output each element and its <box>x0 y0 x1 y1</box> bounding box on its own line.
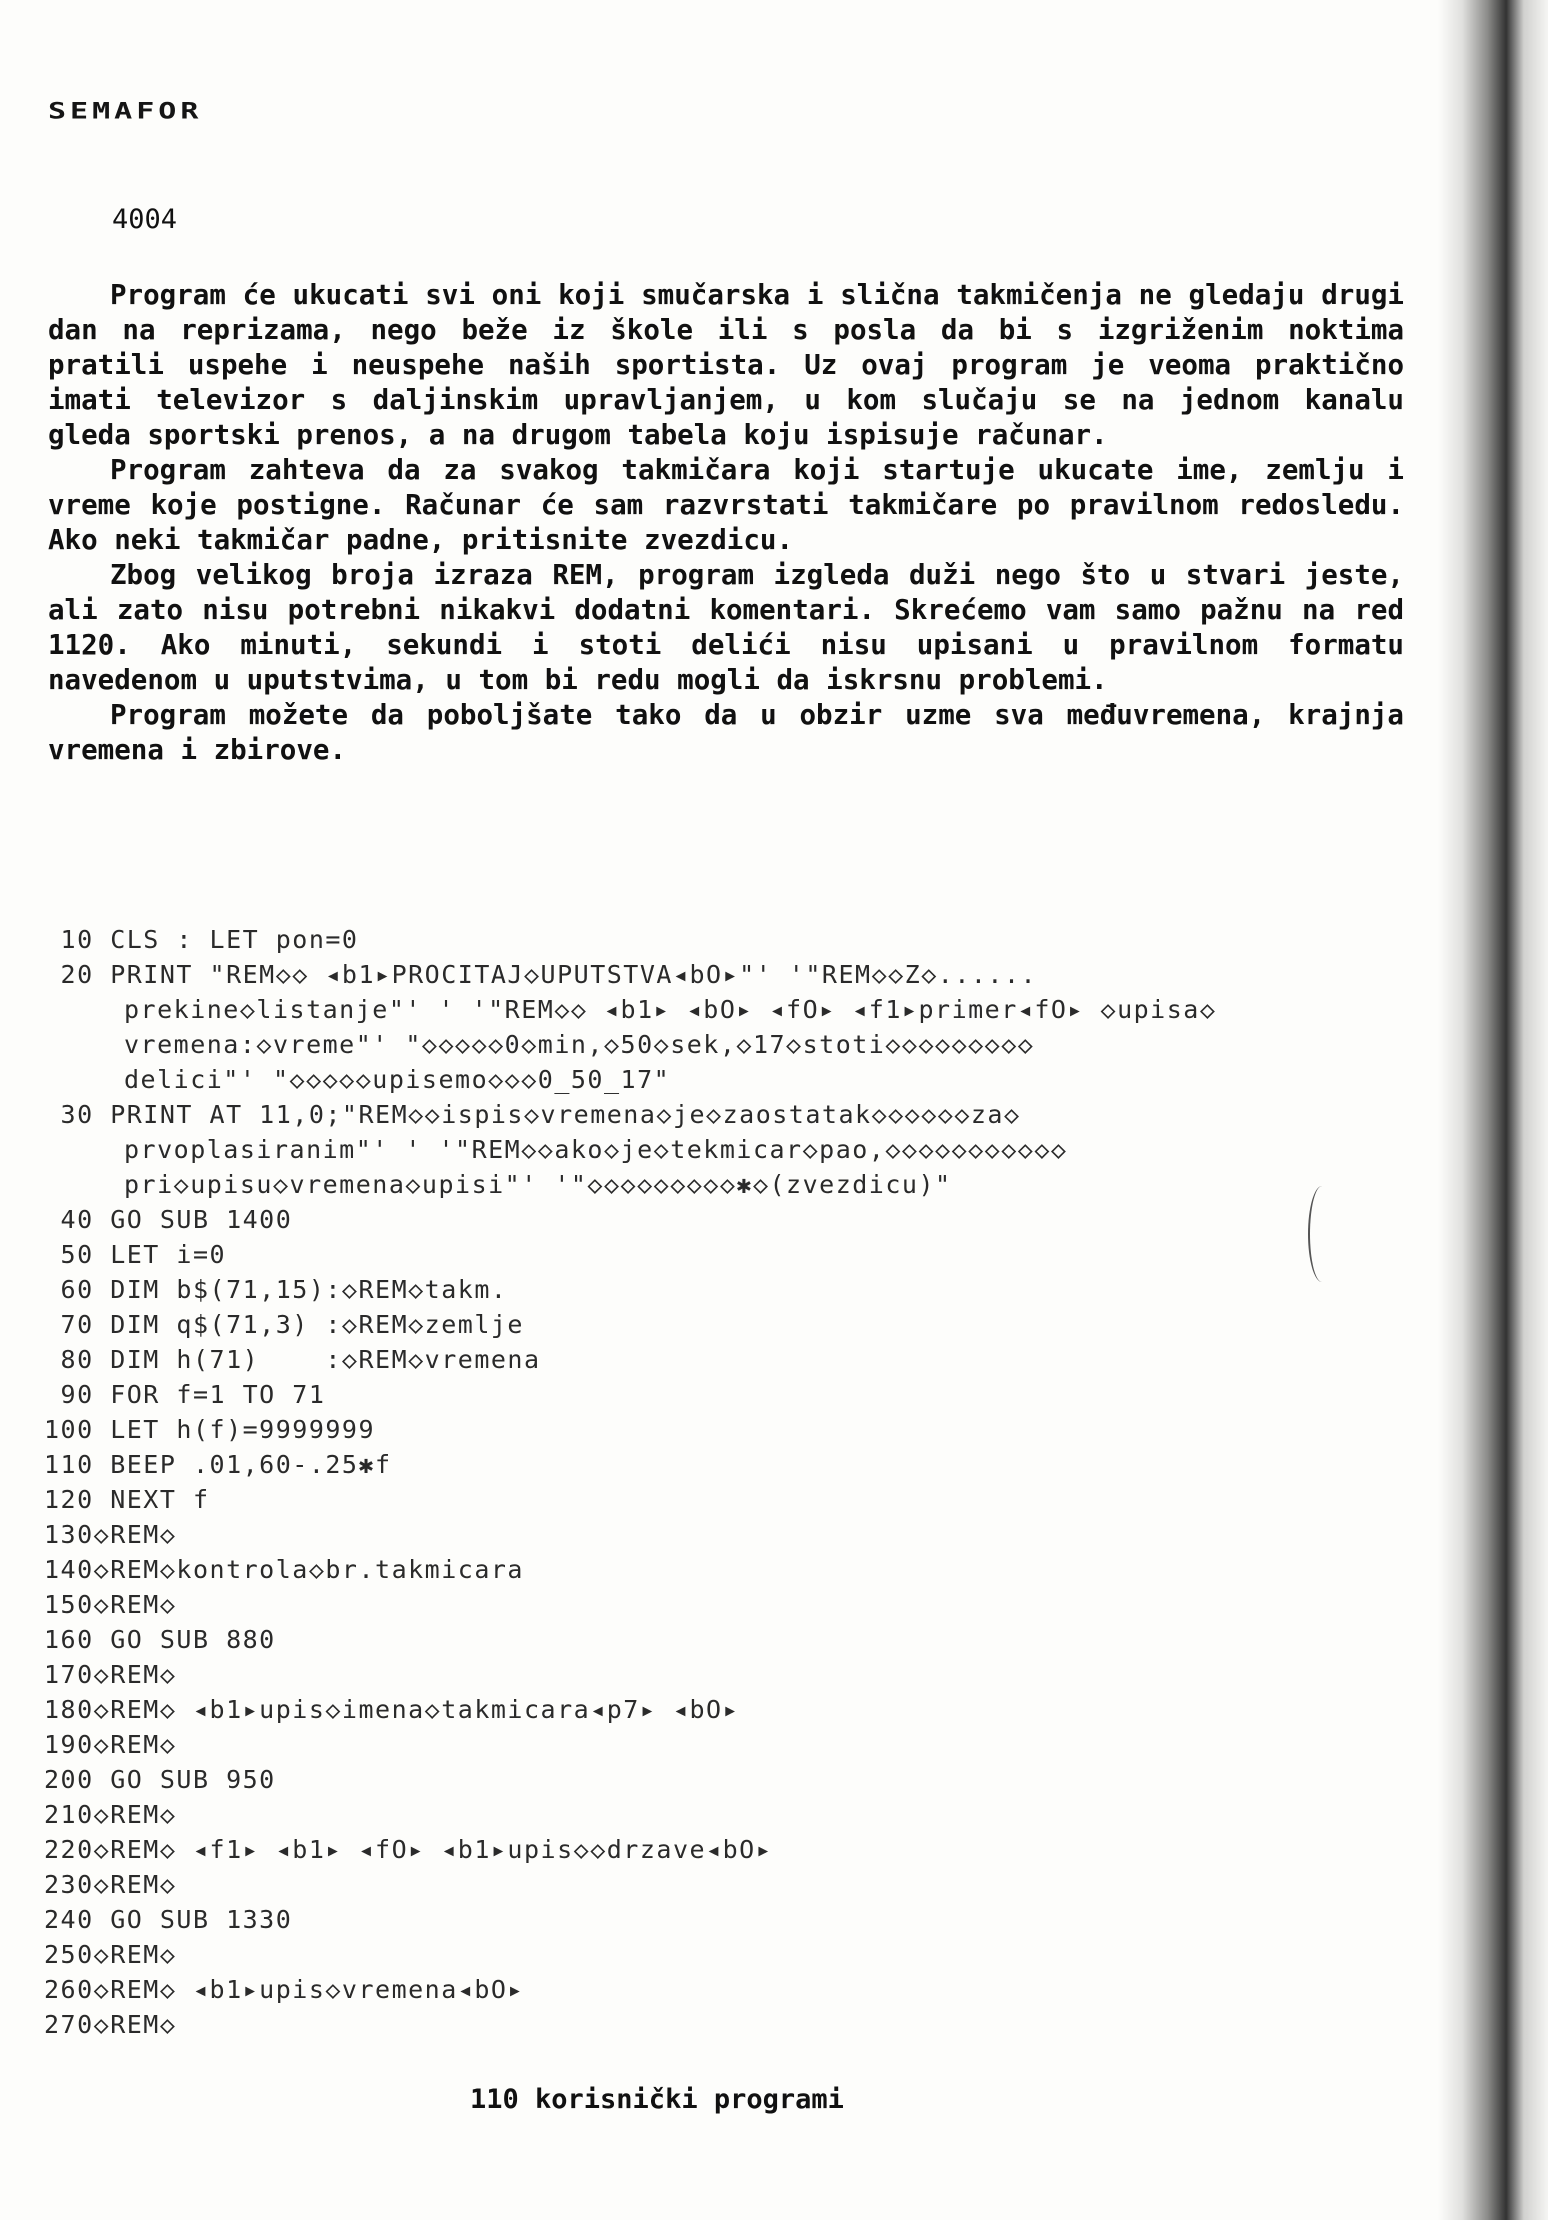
listing-line: 80 DIM h(71) :◇REM◇vremena <box>44 1345 541 1374</box>
listing-line: pri◇upisu◇vremena◇upisi"' '"◇◇◇◇◇◇◇◇◇✱◇(zvezdicu)" <box>124 1170 952 1199</box>
listing-line: vremena:◇vreme"' "◇◇◇◇◇0◇min,◇50◇sek,◇17◇stoti◇◇◇◇◇◇◇◇◇ <box>124 1030 1035 1059</box>
listing-line: prvoplasiranim"' ' '"REM◇◇ako◇je◇tekmicar◇pao,◇◇◇◇◇◇◇◇◇◇◇ <box>124 1135 1068 1164</box>
listing-line: 200 GO SUB 950 <box>44 1765 276 1794</box>
article-body <box>48 278 1404 768</box>
listing-line: delici"' "◇◇◇◇◇upisemo◇◇◇0_50_17" <box>124 1065 671 1094</box>
listing-line: 120 NEXT f <box>44 1485 210 1514</box>
listing-line: 140◇REM◇kontrola◇br.takmicara <box>44 1555 524 1584</box>
listing-line: 180◇REM◇ ◂b1▸upis◇imena◇takmicara◂p7▸ ◂bO▸ <box>44 1695 740 1724</box>
listing-line: 190◇REM◇ <box>44 1730 177 1759</box>
paragraph: Program će ukucati svi oni koji smučarska i slična takmičenja ne gledaju drugi dan na reprizama, nego beže iz škole ili s posla da bi s izgriženim noktima pratili uspehe i neuspehe naših sportista. Uz ovaj program je veoma praktično imati televizor s daljinskim upravljanjem, u kom slučaju se na jednom kanalu gleda sportski prenos, a na drugom tabela koju ispisuje računar. <box>48 279 1404 451</box>
listing-line: 260◇REM◇ ◂b1▸upis◇vremena◂bO▸ <box>44 1975 524 2004</box>
page-title: SEMAFOR <box>48 98 203 125</box>
page-footer: 110 korisnički programi <box>470 2084 844 2115</box>
listing-line: 70 DIM q$(71,3) :◇REM◇zemlje <box>44 1310 524 1339</box>
listing-line: 40 GO SUB 1400 <box>44 1205 293 1234</box>
listing-line: 130◇REM◇ <box>44 1520 177 1549</box>
listing-line: 220◇REM◇ ◂f1▸ ◂b1▸ ◂fO▸ ◂b1▸upis◇◇drzave◂bO▸ <box>44 1835 773 1864</box>
listing-line: 110 BEEP .01,60-.25✱f <box>44 1450 392 1479</box>
listing-line: 30 PRINT AT 11,0;"REM◇◇ispis◇vremena◇je◇zaostatak◇◇◇◇◇◇za◇ <box>44 1100 1021 1129</box>
listing-line: 10 CLS : LET pon=0 <box>44 925 359 954</box>
paragraph: Program možete da poboljšate tako da u obzir uzme sva međuvremena, krajnja vremena i zbirove. <box>48 699 1404 766</box>
listing-line: 100 LET h(f)=9999999 <box>44 1415 376 1444</box>
paragraph: Program zahteva da za svakog takmičara koji startuje ukucate ime, zemlju i vreme koje postigne. Računar će sam razvrstati takmičare po pravilnom redosledu. Ako neki takmičar padne, pritisnite zvezdicu. <box>48 454 1404 556</box>
listing-line: prekine◇listanje"' ' '"REM◇◇ ◂b1▸ ◂bO▸ ◂fO▸ ◂f1▸primer◂fO▸ ◇upisa◇ <box>124 995 1217 1024</box>
listing-line: 160 GO SUB 880 <box>44 1625 276 1654</box>
listing-line: 90 FOR f=1 TO 71 <box>44 1380 326 1409</box>
listing-line: 20 PRINT "REM◇◇ ◂b1▸PROCITAJ◇UPUTSTVA◂bO▸"' '"REM◇◇Z◇...... <box>44 960 1038 989</box>
paragraph: Zbog velikog broja izraza REM, program izgleda duži nego što u stvari jeste, ali zato nisu potrebni nikakvi dodatni komentari. Skrećemo vam samo pažnu na red 1120. Ako minuti, sekundi i stoti delići nisu upisani u pravilnom formatu navedenom u uputstvima, u tom bi redu mogli da iskrsnu problemi. <box>48 559 1404 696</box>
binding-edge <box>1438 0 1548 2220</box>
listing-line: 60 DIM b$(71,15):◇REM◇takm. <box>44 1275 508 1304</box>
listing-line: 170◇REM◇ <box>44 1660 177 1689</box>
listing-line: 250◇REM◇ <box>44 1940 177 1969</box>
listing-line: 270◇REM◇ <box>44 2010 177 2039</box>
listing-line: 150◇REM◇ <box>44 1590 177 1619</box>
program-code-number: 4004 <box>112 204 178 235</box>
listing-line: 230◇REM◇ <box>44 1870 177 1899</box>
listing-line: 240 GO SUB 1330 <box>44 1905 293 1934</box>
basic-listing <box>44 922 1364 2042</box>
listing-line: 210◇REM◇ <box>44 1800 177 1829</box>
listing-line: 50 LET i=0 <box>44 1240 227 1269</box>
